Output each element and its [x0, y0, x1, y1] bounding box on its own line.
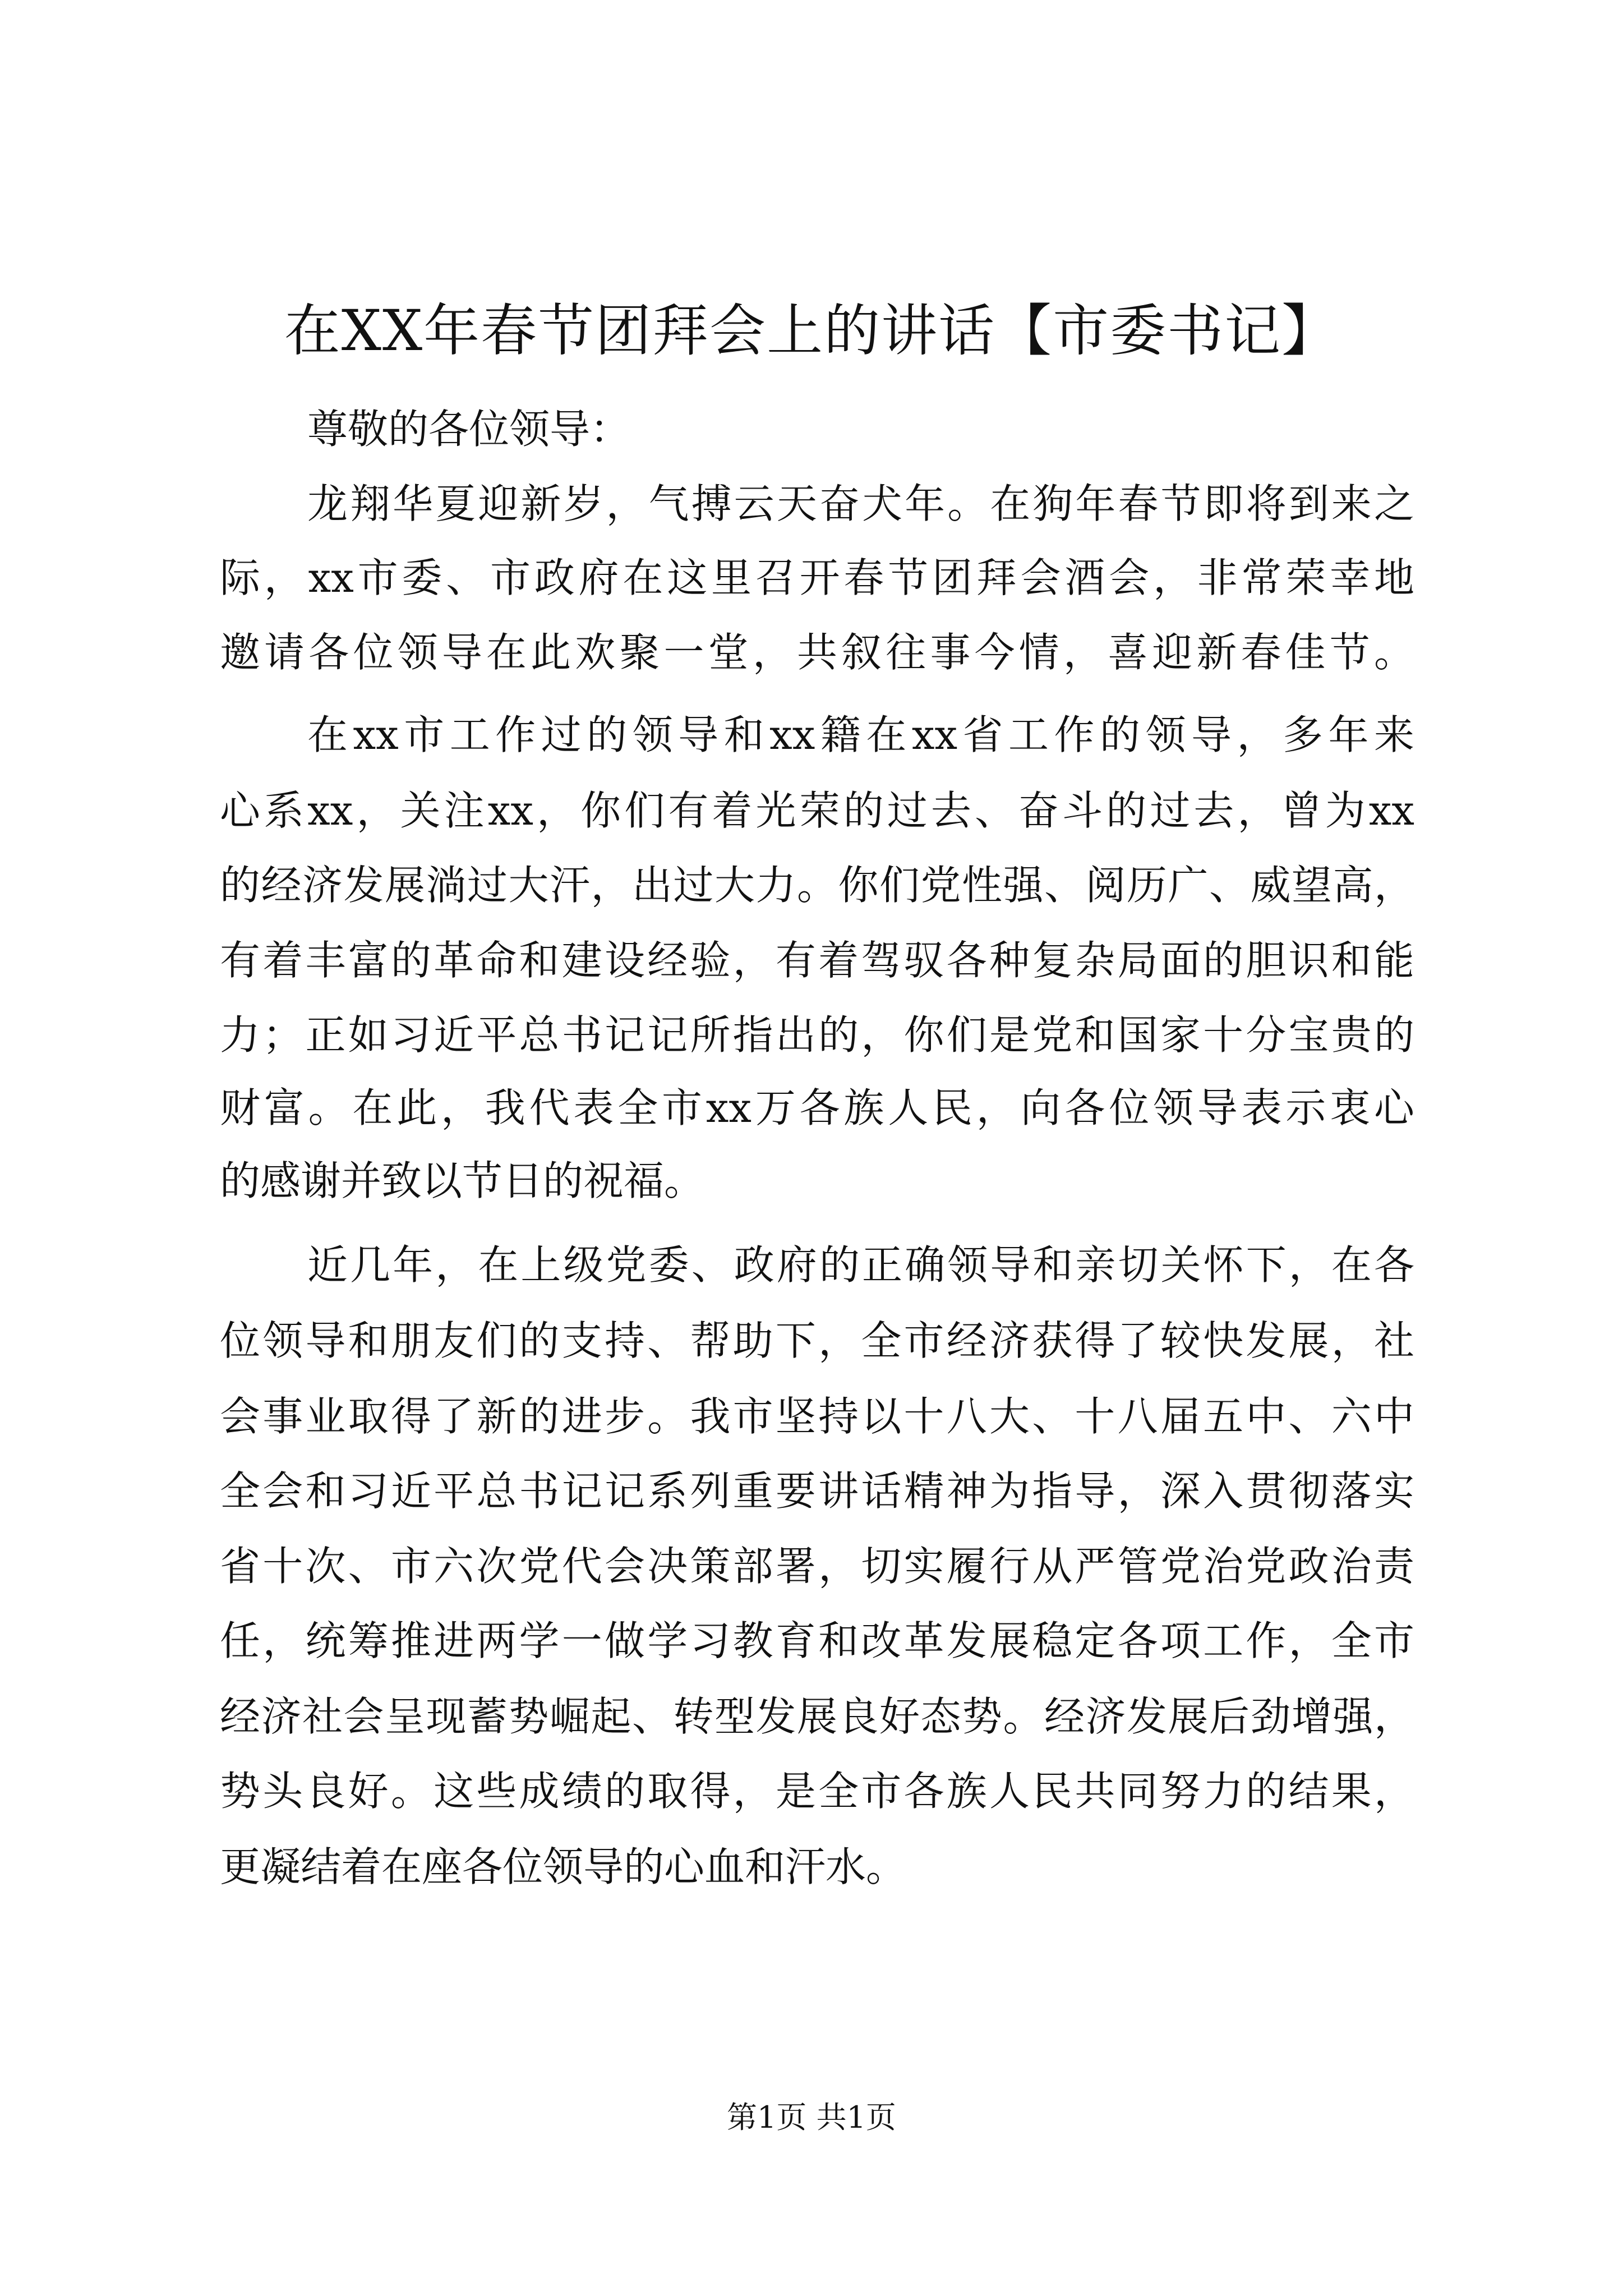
paragraph-3-line-2: 位领导和朋友们的支持、帮助下，全市经济获得了较快发展，社 [220, 1317, 1414, 1364]
paragraph-1-line-2: 际，xx市委、市政府在这里召开春节团拜会酒会，非常荣幸地 [220, 554, 1414, 601]
paragraph-2-line-7: 的感谢并致以节日的祝福。 [220, 1157, 705, 1204]
paragraph-3-line-9: 更凝结着在座各位领导的心血和汗水。 [220, 1843, 907, 1890]
paragraph-3-line-1: 近几年，在上级党委、政府的正确领导和亲切关怀下，在各 [307, 1241, 1414, 1289]
document-title: 在XX年春节团拜会上的讲话【市委书记】 [284, 298, 1339, 364]
paragraph-2-line-4: 有着丰富的革命和建设经验，有着驾驭各种复杂局面的胆识和能 [220, 937, 1414, 984]
paragraph-2-line-2: 心系xx，关注xx，你们有着光荣的过去、奋斗的过去，曾为xx [220, 787, 1414, 834]
page-number-footer: 第1页 共1页 [727, 2100, 896, 2135]
paragraph-1-line-3: 邀请各位领导在此欢聚一堂，共叙往事今情，喜迎新春佳节。 [220, 629, 1414, 676]
paragraph-2-line-6: 财富。在此，我代表全市xx万各族人民，向各位领导表示衷心 [220, 1084, 1414, 1131]
paragraph-2-line-1: 在xx市工作过的领导和xx籍在xx省工作的领导，多年来 [307, 711, 1414, 758]
paragraph-3-line-5: 省十次、市六次党代会决策部署，切实履行从严管党治党政治责 [220, 1543, 1414, 1590]
paragraph-3-line-7: 经济社会呈现蓄势崛起、转型发展良好态势。经济发展后劲增强， [220, 1693, 1414, 1740]
paragraph-2-line-3: 的经济发展淌过大汗，出过大力。你们党性强、阅历广、威望高， [220, 862, 1414, 909]
paragraph-1-line-1: 龙翔华夏迎新岁，气搏云天奋犬年。在狗年春节即将到来之 [307, 480, 1414, 527]
paragraph-2-line-5: 力；正如习近平总书记记所指出的，你们是党和国家十分宝贵的 [220, 1011, 1414, 1059]
paragraph-3-line-4: 全会和习近平总书记记系列重要讲话精神为指导，深入贯彻落实 [220, 1467, 1414, 1515]
paragraph-3-line-3: 会事业取得了新的进步。我市坚持以十八大、十八届五中、六中 [220, 1393, 1414, 1440]
salutation: 尊敬的各位领导： [307, 406, 631, 453]
paragraph-3-line-6: 任，统筹推进两学一做学习教育和改革发展稳定各项工作，全市 [220, 1617, 1414, 1664]
paragraph-3-line-8: 势头良好。这些成绩的取得，是全市各族人民共同努力的结果， [220, 1768, 1414, 1815]
